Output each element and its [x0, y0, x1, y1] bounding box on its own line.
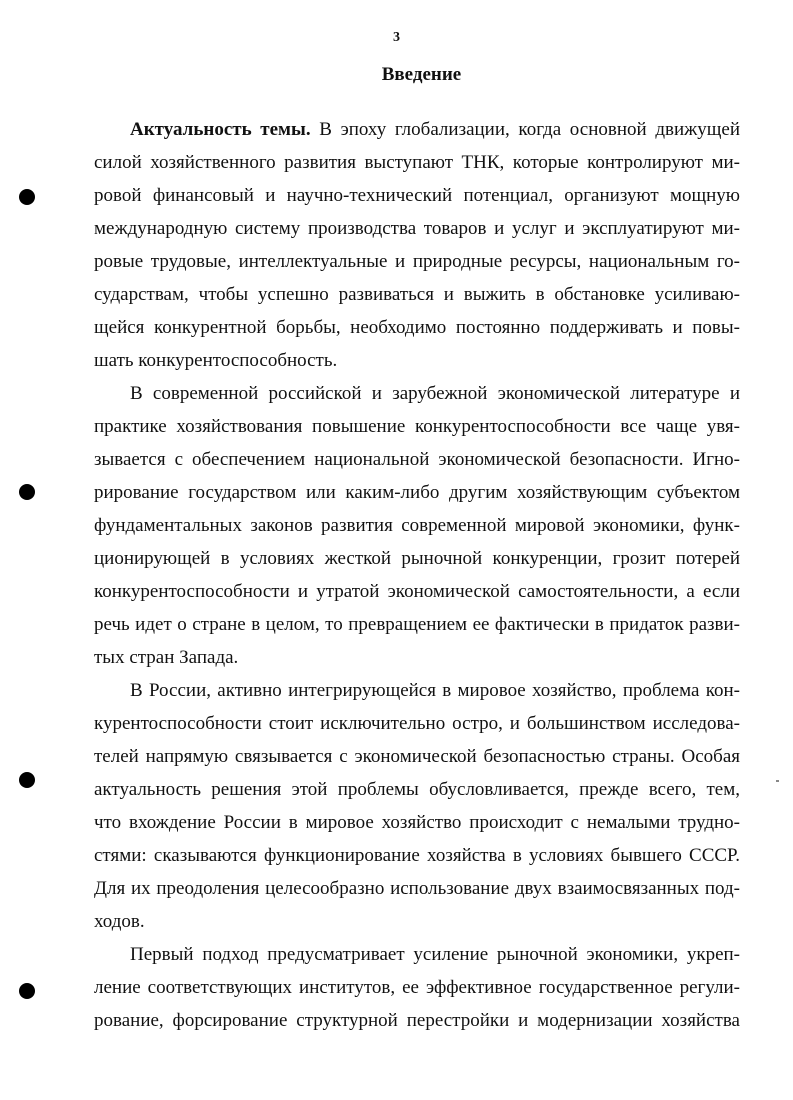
punch-hole-3: [19, 772, 35, 788]
paragraph-line: В России, активно интегрирующейся в мировое хозяйство, проблема кон-: [130, 680, 740, 701]
punch-hole-4: [19, 983, 35, 999]
paragraph-line: рование, форсирование структурной перестройки и модернизации хозяйства: [94, 1010, 740, 1031]
paragraph-line: международную систему производства товаров и услуг и эксплуатируют ми-: [94, 218, 740, 239]
paragraph-line: силой хозяйственного развития выступают ТНК, которые контролируют ми-: [94, 152, 740, 173]
paragraph-line: ление соответствующих институтов, ее эффективное государственное регули-: [94, 977, 740, 998]
paragraph-line: [94, 113, 740, 146]
paragraph-line: рирование государством или каким-либо другим хозяйствующим субъектом: [94, 482, 740, 503]
page-title: Введение: [381, 64, 462, 85]
paragraph-line: Для их преодоления целесообразно использование двух взаимосвязанных под-: [94, 878, 740, 899]
paragraph-4: [94, 938, 740, 1037]
paragraph-line: зывается с обеспечением национальной экономической безопасности. Игно-: [94, 449, 740, 470]
paragraph-line: стями: сказываются функционирование хозяйства в условиях бывшего СССР.: [94, 845, 740, 866]
paragraph-line: В современной российской и зарубежной экономической литературе и: [130, 383, 740, 404]
paragraph-line: ходов.: [94, 911, 145, 932]
paragraph-line: шать конкурентоспособность.: [94, 350, 338, 371]
paragraph-line: конкурентоспособности и утратой экономической самостоятельности, а если: [94, 581, 740, 602]
paragraph-line: ционирующей в условиях жесткой рыночной конкуренции, грозит потерей: [94, 548, 740, 569]
page-number: 3: [393, 30, 400, 45]
paragraph-line: курентоспособности стоит исключительно остро, и большинством исследова-: [94, 713, 740, 734]
paragraph-line: тых стран Запада.: [94, 647, 239, 668]
paragraph-line: ровые трудовые, интеллектуальные и природные ресурсы, национальным го-: [94, 251, 740, 272]
punch-hole-2: [19, 484, 35, 500]
paragraph-line: сударствам, чтобы успешно развиваться и выжить в обстановке усиливаю-: [94, 284, 740, 305]
scan-mark: [776, 780, 779, 782]
paragraph-line: ровой финансовый и научно-технический потенциал, организуют мощную: [94, 185, 740, 206]
punch-hole-1: [19, 189, 35, 205]
bold-lead: Актуальность темы.: [130, 119, 311, 140]
paragraph-line: что вхождение России в мировое хозяйство происходит с немалыми трудно-: [94, 812, 740, 833]
paragraph-line: щейся конкурентной борьбы, необходимо постоянно поддерживать и повы-: [94, 317, 740, 338]
paragraph-3: [94, 674, 740, 938]
paragraph-line: Первый подход предусматривает усиление рыночной экономики, укреп-: [130, 944, 740, 965]
paragraph-line: телей напрямую связывается с экономической безопасностью страны. Особая: [94, 746, 740, 767]
paragraph-1: [94, 113, 740, 377]
body-text: [94, 113, 740, 1037]
paragraph-line: практике хозяйствования повышение конкурентоспособности все чаще увя-: [94, 416, 740, 437]
line-text: В эпоху глобализации, когда основной движущей: [310, 119, 740, 140]
paragraph-line: фундаментальных законов развития современной мировой экономики, функ-: [94, 515, 740, 536]
paragraph-line: речь идет о стране в целом, то превращением ее фактически в придаток разви-: [94, 614, 740, 635]
paragraph-2: [94, 377, 740, 674]
paragraph-line: актуальность решения этой проблемы обусловливается, прежде всего, тем,: [94, 779, 740, 800]
